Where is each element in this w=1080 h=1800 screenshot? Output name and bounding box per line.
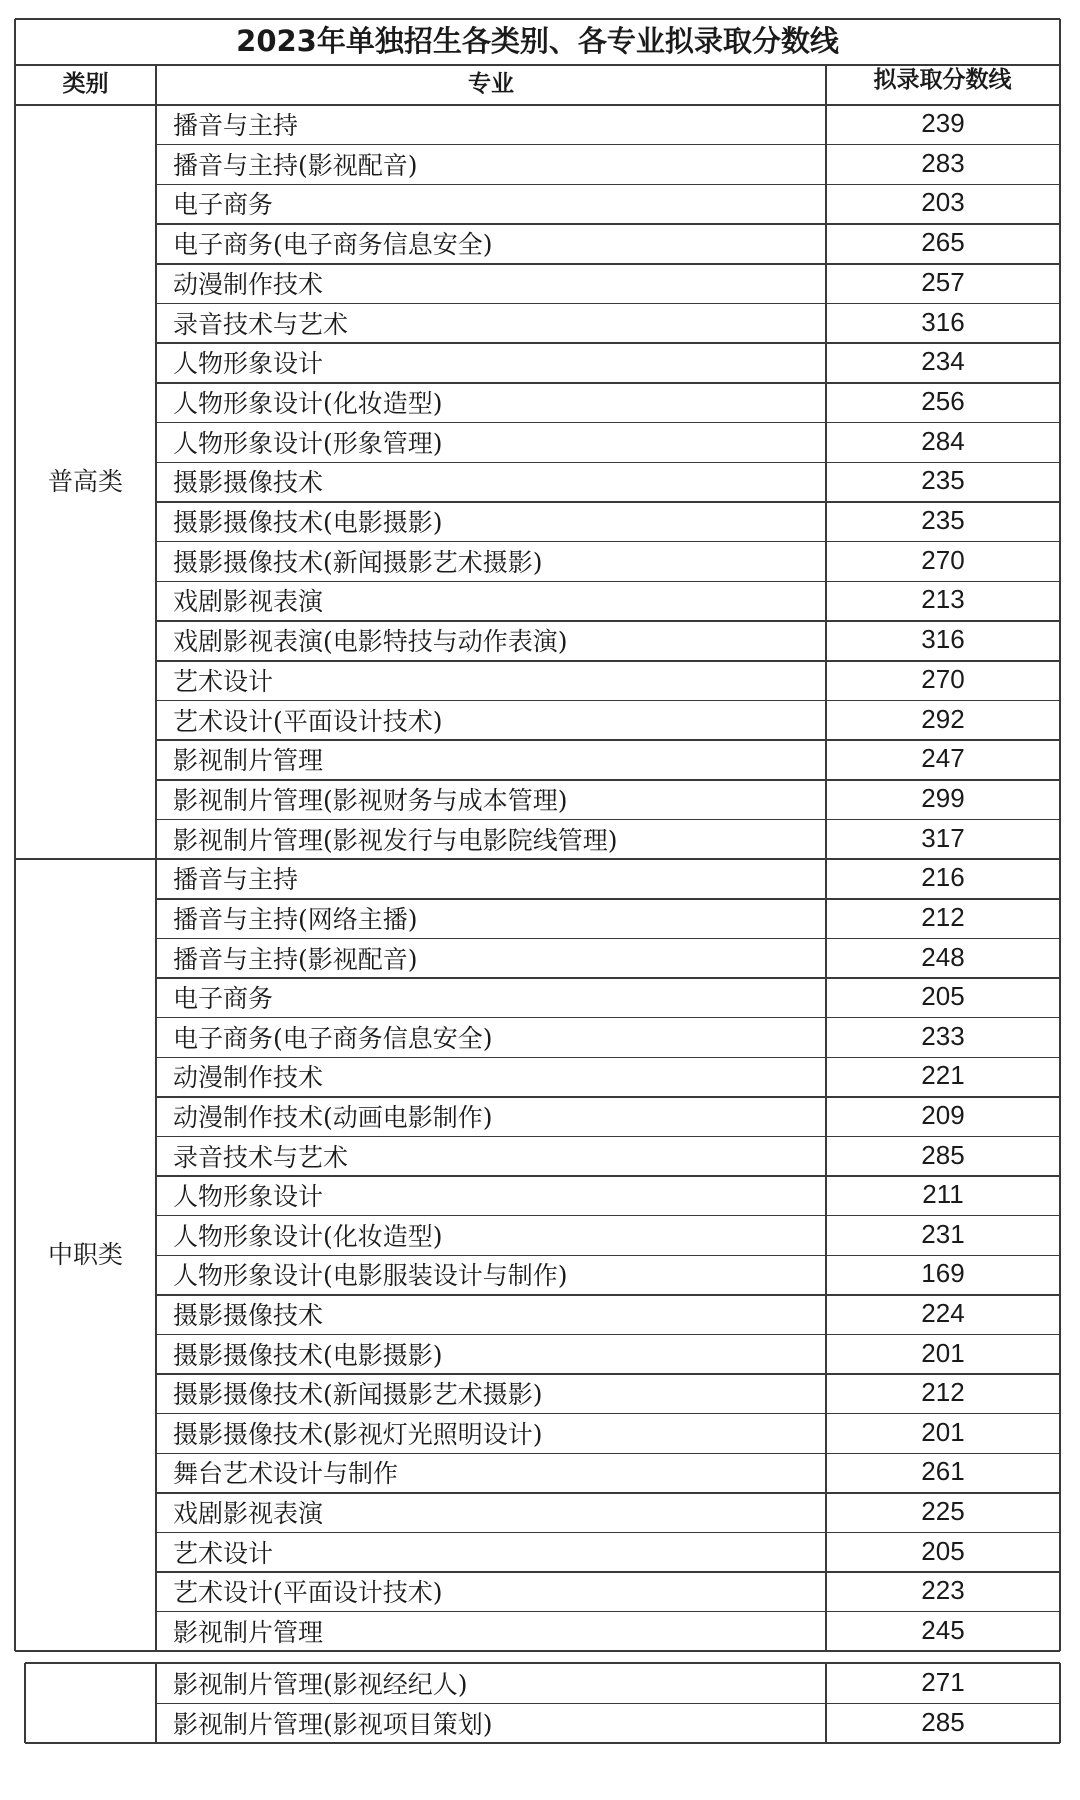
table-row-major: 人物形象设计(化妆造型): [173, 1221, 443, 1251]
table-row-major: 播音与主持(网络主播): [173, 904, 418, 934]
table-row-major: 摄影摄像技术(新闻摄影艺术摄影): [173, 547, 543, 577]
table-row-major: 影视制片管理(影视项目策划): [173, 1710, 493, 1740]
row-divider: [156, 700, 1060, 702]
frame-right-border: [1059, 19, 1061, 1651]
table-row-major: 戏剧影视表演(电影特技与动作表演): [173, 627, 568, 657]
row-divider: [156, 1532, 1060, 1534]
table-row-score: 247: [921, 743, 965, 774]
header-divider: [15, 104, 1060, 106]
continuation-top-border: [25, 1662, 1060, 1664]
row-divider: [156, 1453, 1060, 1455]
table-row-score: 285: [921, 1707, 965, 1738]
row-divider: [156, 422, 1060, 424]
table-row-score: 205: [921, 1535, 965, 1566]
row-divider: [156, 1255, 1060, 1257]
table-row-score: 292: [921, 703, 965, 734]
table-row-score: 213: [921, 584, 965, 615]
table-row-major: 人物形象设计(化妆造型): [173, 388, 443, 418]
row-divider: [156, 1334, 1060, 1336]
row-divider: [156, 1703, 1060, 1705]
table-row-score: 235: [921, 465, 965, 496]
table-row-score: 256: [921, 385, 965, 416]
table-row-score: 285: [921, 1139, 965, 1170]
table-title: 2023年单独招生各类别、各专业拟录取分数线: [236, 24, 839, 58]
table-row-major: 播音与主持(影视配音): [173, 944, 418, 974]
row-divider: [156, 303, 1060, 305]
table-row-score: 201: [921, 1337, 965, 1368]
table-row-score: 265: [921, 227, 965, 258]
table-row-score: 283: [921, 147, 965, 178]
table-row-major: 戏剧影视表演: [173, 1498, 324, 1528]
table-row-score: 169: [921, 1258, 965, 1289]
row-divider: [156, 144, 1060, 146]
table-row-major: 影视制片管理: [173, 746, 324, 776]
table-row-score: 239: [921, 108, 965, 138]
continuation-column-divider-category: [155, 1663, 157, 1743]
table-row-major: 动漫制作技术: [173, 269, 324, 299]
row-divider: [156, 938, 1060, 940]
row-divider: [156, 898, 1060, 900]
row-divider: [156, 581, 1060, 583]
table-row-score: 203: [921, 187, 965, 218]
row-divider: [156, 1136, 1060, 1138]
table-row-score: 231: [921, 1218, 965, 1249]
table-row-major: 影视制片管理(影视发行与电影院线管理): [173, 825, 618, 855]
column-divider-score: [825, 65, 827, 1651]
table-row-major: 艺术设计(平面设计技术): [173, 1578, 443, 1608]
continuation-right-border: [1059, 1663, 1061, 1743]
table-row-score: 261: [921, 1456, 965, 1487]
row-divider: [156, 1096, 1060, 1098]
frame-top-border: [15, 18, 1060, 20]
group-divider: [15, 858, 1060, 860]
table-row-major: 艺术设计: [173, 1538, 274, 1568]
table-row-score: 316: [921, 306, 965, 337]
table-row-major: 摄影摄像技术(电影摄影): [173, 508, 443, 537]
row-divider: [156, 1294, 1060, 1296]
table-row-score: 299: [921, 782, 965, 813]
header-major: 专业: [468, 71, 514, 97]
table-row-score: 257: [921, 266, 965, 297]
table-row-major: 电子商务: [173, 190, 274, 220]
table-row-score: 212: [921, 901, 965, 932]
row-divider: [156, 819, 1060, 821]
table-row-major: 摄影摄像技术: [173, 468, 324, 498]
category-label: 中职类: [47, 1240, 123, 1270]
table-row-major: 播音与主持: [173, 111, 299, 140]
table-row-score: 201: [921, 1416, 965, 1447]
table-row-major: 影视制片管理(影视经纪人): [173, 1670, 468, 1700]
table-row-major: 摄影摄像技术(新闻摄影艺术摄影): [173, 1380, 543, 1410]
group-divider: [15, 1650, 1060, 1652]
row-divider: [156, 1017, 1060, 1019]
row-divider: [156, 977, 1060, 979]
table-row-major: 戏剧影视表演: [173, 587, 324, 617]
table-row-major: 艺术设计(平面设计技术): [173, 706, 443, 736]
table-row-score: 317: [921, 822, 965, 853]
table-row-major: 舞台艺术设计与制作: [173, 1459, 399, 1489]
table-row-score: 216: [921, 862, 965, 893]
table-row-major: 影视制片管理(影视财务与成本管理): [173, 785, 568, 815]
table-row-score: 284: [921, 425, 965, 456]
table-row-major: 动漫制作技术(动画电影制作): [173, 1102, 493, 1132]
table-row-major: 电子商务(电子商务信息安全): [173, 1023, 493, 1053]
row-divider: [156, 263, 1060, 265]
table-row-score: 245: [921, 1614, 965, 1645]
table-row-major: 人物形象设计(形象管理): [173, 428, 443, 458]
table-row-major: 摄影摄像技术(电影摄影): [173, 1340, 443, 1370]
table-row-score: 235: [921, 505, 965, 535]
header-category: 类别: [62, 71, 109, 97]
continuation-bottom-border: [25, 1742, 1060, 1744]
table-row-score: 270: [921, 544, 965, 575]
row-divider: [156, 739, 1060, 741]
table-row-major: 电子商务: [173, 984, 274, 1014]
row-divider: [156, 501, 1060, 503]
row-divider: [156, 1057, 1060, 1059]
table-row-score: 225: [921, 1495, 965, 1526]
row-divider: [156, 1413, 1060, 1415]
table-row-score: 233: [921, 1020, 965, 1051]
table-row-major: 摄影摄像技术(影视灯光照明设计): [173, 1419, 543, 1449]
row-divider: [156, 223, 1060, 225]
row-divider: [156, 1611, 1060, 1613]
table-row-score: 248: [921, 941, 965, 972]
row-divider: [156, 1492, 1060, 1494]
table-row-major: 播音与主持: [173, 865, 299, 895]
row-divider: [156, 660, 1060, 662]
row-divider: [156, 779, 1060, 781]
header-score: 拟录取分数线: [873, 67, 1012, 93]
table-row-major: 录音技术与艺术: [173, 309, 349, 339]
table-row-score: 221: [921, 1060, 965, 1091]
column-divider-category: [155, 65, 157, 1651]
title-divider: [15, 64, 1060, 66]
table-row-score: 224: [921, 1297, 965, 1328]
row-divider: [156, 1175, 1060, 1177]
row-divider: [156, 1215, 1060, 1217]
table-row-score: 316: [921, 624, 965, 655]
frame-left-border: [14, 19, 16, 1651]
table-row-major: 人物形象设计(电影服装设计与制作): [173, 1261, 568, 1291]
row-divider: [156, 382, 1060, 384]
table-row-score: 271: [921, 1667, 965, 1698]
table-row-score: 234: [921, 346, 965, 377]
category-label: 普高类: [47, 467, 123, 497]
row-divider: [156, 541, 1060, 543]
table-row-score: 223: [921, 1575, 965, 1606]
row-divider: [156, 342, 1060, 344]
continuation-left-border: [24, 1663, 26, 1743]
table-row-major: 人物形象设计: [173, 1182, 324, 1212]
row-divider: [156, 1373, 1060, 1375]
table-row-score: 205: [921, 981, 965, 1012]
table-row-major: 摄影摄像技术: [173, 1300, 324, 1330]
continuation-column-divider-score: [825, 1663, 827, 1743]
table-row-score: 212: [921, 1377, 965, 1408]
table-row-major: 电子商务(电子商务信息安全): [173, 230, 493, 260]
table-row-major: 录音技术与艺术: [173, 1142, 349, 1172]
row-divider: [156, 462, 1060, 464]
row-divider: [156, 1571, 1060, 1573]
table-row-score: 270: [921, 663, 965, 694]
table-row-major: 人物形象设计: [173, 349, 324, 379]
table-row-major: 播音与主持(影视配音): [173, 150, 418, 180]
row-divider: [156, 184, 1060, 186]
row-divider: [156, 620, 1060, 622]
table-row-major: 动漫制作技术: [173, 1063, 324, 1093]
table-row-major: 艺术设计: [173, 666, 274, 696]
table-row-score: 209: [921, 1099, 965, 1130]
table-row-score: 211: [922, 1179, 964, 1210]
table-row-major: 影视制片管理: [173, 1617, 324, 1647]
